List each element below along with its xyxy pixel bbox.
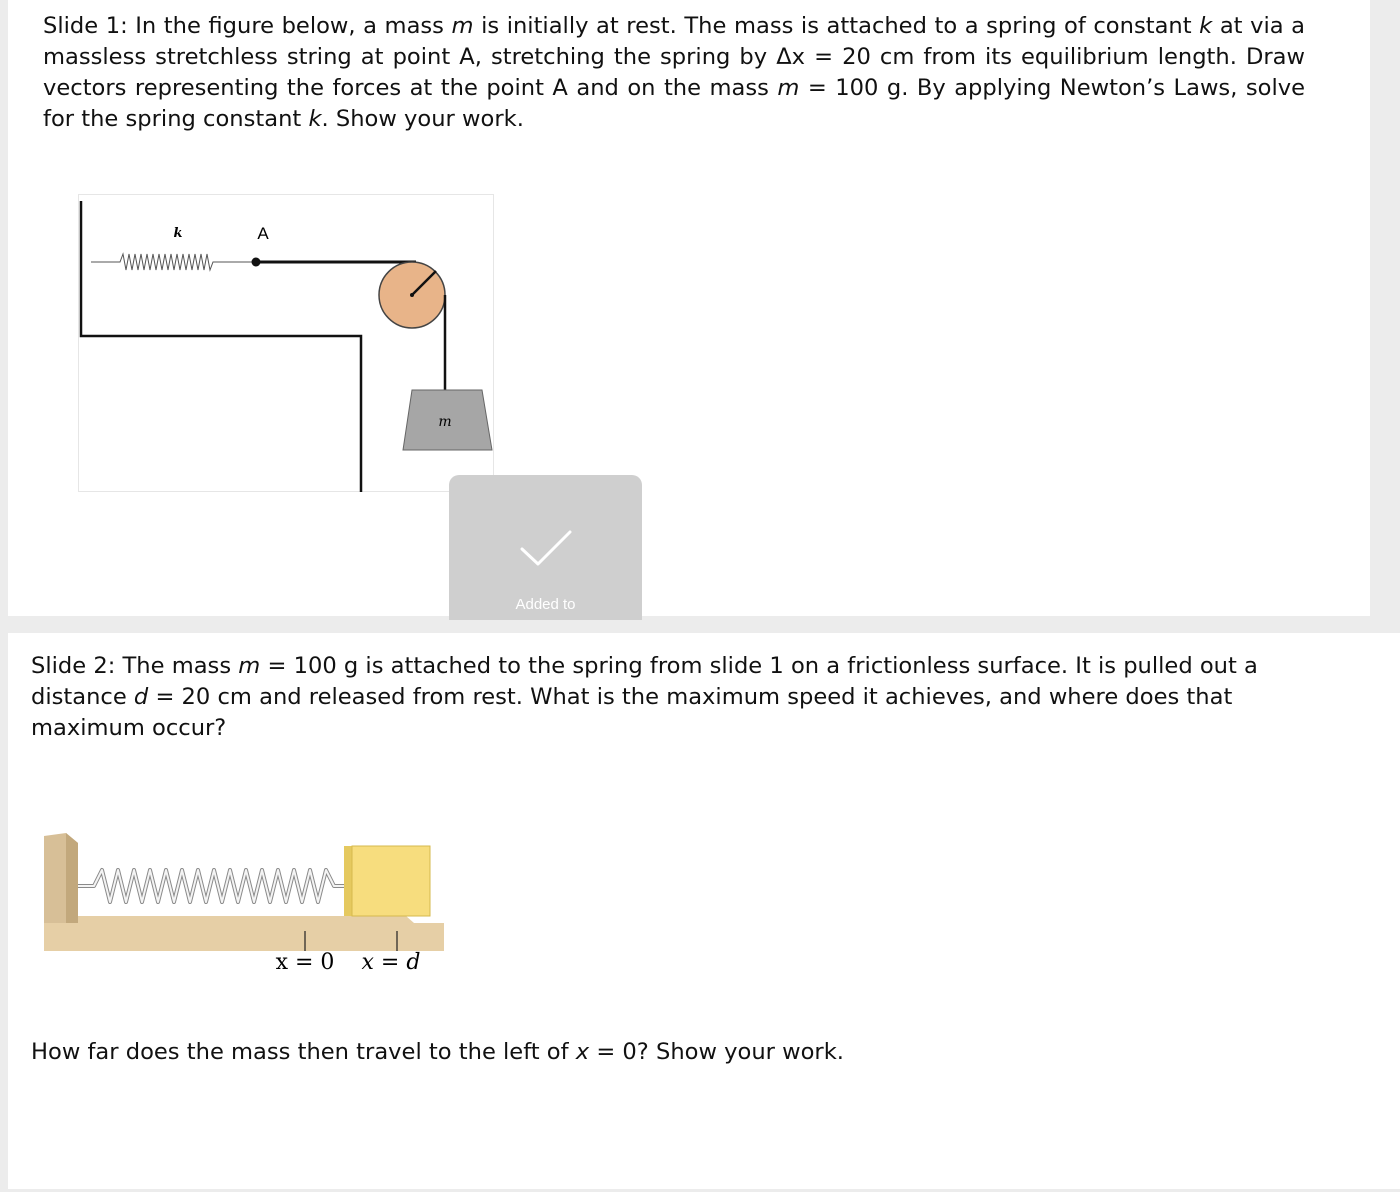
checkmark-icon (520, 529, 572, 567)
label-xd: x = d (361, 950, 421, 975)
label-x0: x = 0 (275, 950, 335, 975)
slide-1-question: Slide 1: In the figure below, a mass m is initially at rest. The mass is attached to a spring of constant k at via a massless stretchless string at point A, stretching the spring by Δx = 20 cm from its equilibrium length. Draw vectors representing the forces at the point A and on the mass m = 100 g. By applying Newton’s Laws, solve for the spring constant k. Show your work. (43, 13, 1305, 132)
table-outline (81, 201, 361, 492)
point-a-label: A (257, 224, 269, 243)
block (352, 846, 430, 916)
spring-block-figure (36, 823, 456, 988)
mass-label: m (438, 414, 452, 430)
slide-2-followup: How far does the mass then travel to the left of x = 0? Show your work. (31, 1039, 844, 1065)
spring-constant-label: k (173, 226, 183, 241)
slide-1[interactable] (8, 0, 1370, 616)
point-a-dot (252, 258, 261, 267)
added-to-toast[interactable] (449, 475, 642, 620)
slide-2[interactable] (8, 633, 1400, 1189)
spring (91, 254, 256, 270)
slide-2-question: Slide 2: The mass m = 100 g is attached to the spring from slide 1 on a frictionless surface. It is pulled out a distance d = 20 cm and released from rest. What is the maximum speed it achieves, and where does that maximum occur? (31, 653, 1258, 741)
toast-label: Added to (515, 596, 576, 613)
spring-pulley-figure (78, 194, 498, 494)
